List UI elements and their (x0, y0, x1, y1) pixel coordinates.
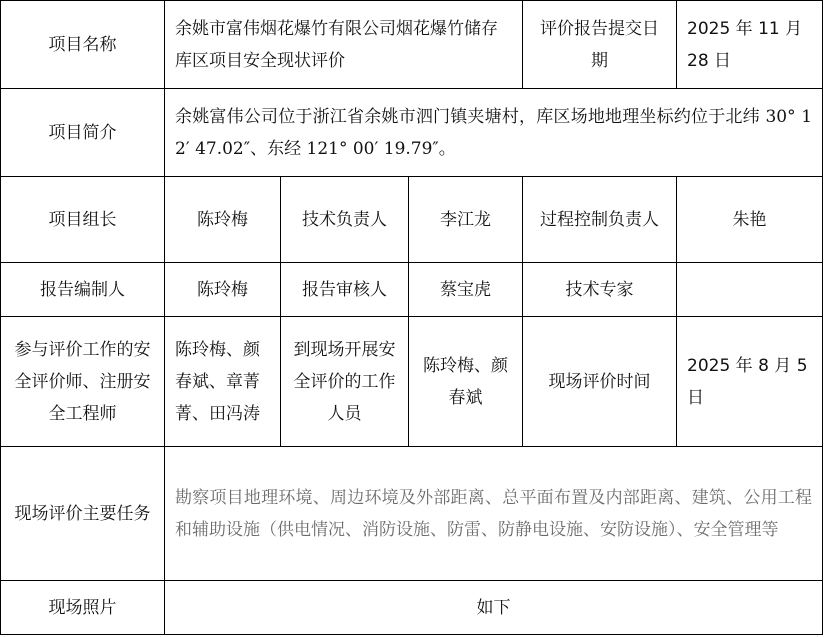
tasks-value: 勘察项目地理环境、周边环境及外部距离、总平面布置及内部距离、建筑、公用工程和辅助设施（供电情况、消防设施、防雷、防静电设施、安防设施）、安全管理等 (165, 447, 823, 581)
row-participants (1, 317, 823, 447)
onsite-staff-value: 陈玲梅、颜春斌 (409, 317, 523, 447)
row-report (1, 263, 823, 317)
project-name-label: 项目名称 (1, 1, 165, 89)
report-author-value: 陈玲梅 (165, 263, 281, 317)
process-control-label: 过程控制负责人 (523, 177, 677, 263)
process-control-value: 朱艳 (677, 177, 823, 263)
tech-lead-value: 李江龙 (409, 177, 523, 263)
tech-expert-label: 技术专家 (523, 263, 677, 317)
leader-value: 陈玲梅 (165, 177, 281, 263)
row-tasks (1, 447, 823, 581)
report-reviewer-label: 报告审核人 (281, 263, 409, 317)
row-project-intro (1, 89, 823, 177)
row-team (1, 177, 823, 263)
onsite-time-value: 2025 年 8 月 5 日 (677, 317, 823, 447)
report-reviewer-value: 蔡宝虎 (409, 263, 523, 317)
participants-engineers: 陈玲梅、颜春斌、章菁菁、田冯涛 (165, 317, 281, 447)
onsite-staff-label: 到现场开展安全评价的工作人员 (281, 317, 409, 447)
project-intro-value: 余姚富伟公司位于浙江省余姚市泗门镇夹塘村，库区场地地理坐标约位于北纬 30° 12′ 47.02″、东经 121° 00′ 19.79″。 (165, 89, 823, 177)
tech-expert-value (677, 263, 823, 317)
report-author-label: 报告编制人 (1, 263, 165, 317)
leader-label: 项目组长 (1, 177, 165, 263)
project-name-value: 余姚市富伟烟花爆竹有限公司烟花爆竹储存库区项目安全现状评价 (165, 1, 523, 89)
tasks-label: 现场评价主要任务 (1, 447, 165, 581)
row-photos (1, 581, 823, 635)
row-project-name (1, 1, 823, 89)
photos-value: 如下 (165, 581, 823, 635)
report-date-value: 2025 年 11 月 28 日 (677, 1, 823, 89)
photos-label: 现场照片 (1, 581, 165, 635)
tech-lead-label: 技术负责人 (281, 177, 409, 263)
participants-label: 参与评价工作的安全评价师、注册安全工程师 (1, 317, 165, 447)
project-intro-label: 项目简介 (1, 89, 165, 177)
report-date-label: 评价报告提交日期 (523, 1, 677, 89)
onsite-time-label: 现场评价时间 (523, 317, 677, 447)
